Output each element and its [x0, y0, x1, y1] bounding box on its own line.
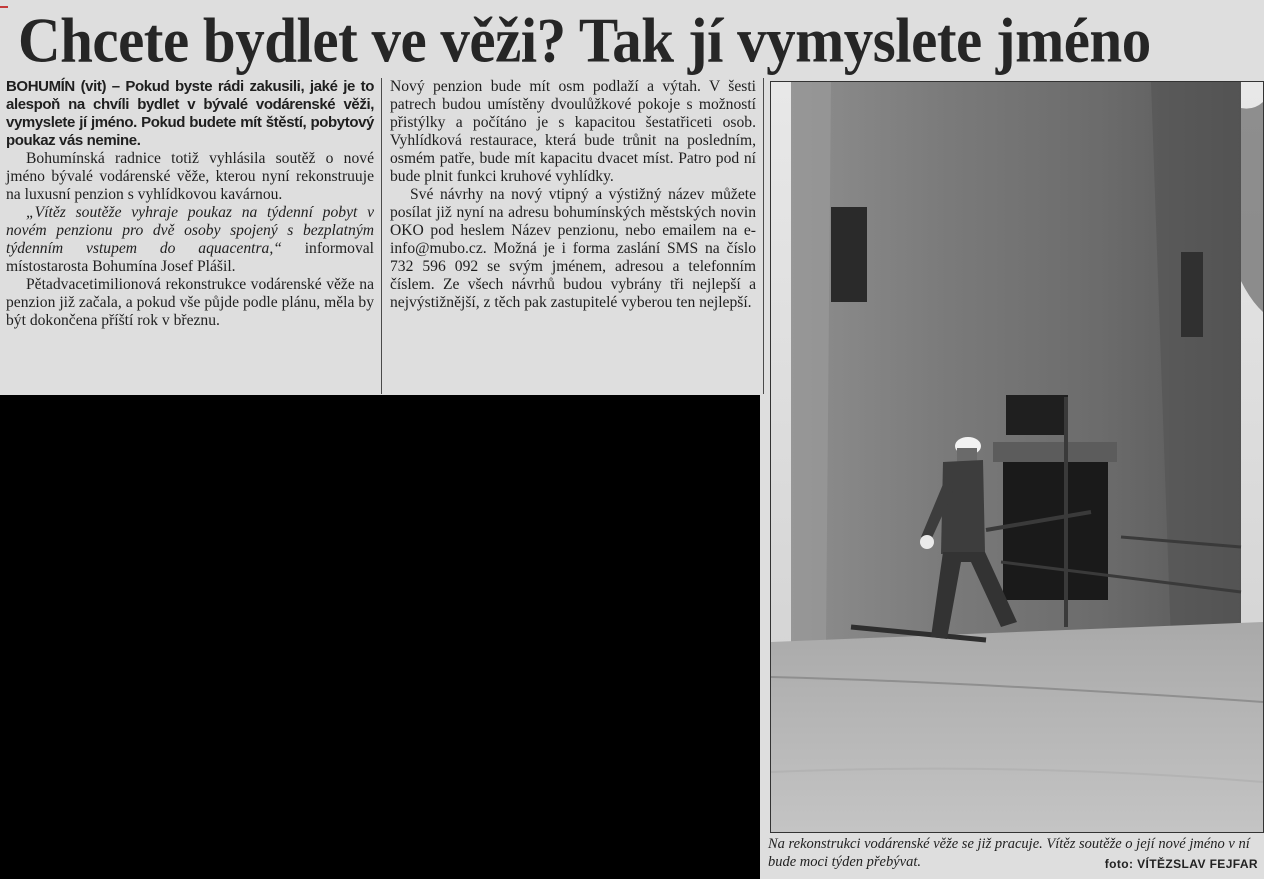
lead-paragraph — [6, 78, 374, 150]
paragraph: Pětadvacetimilionová rekonstrukce vodárenské věže na penzion již začala, a pokud vše půjde podle plánu, měla by být dokončena příští rok v březnu. — [6, 276, 374, 329]
lead-text: BOHUMÍN (vit) – Pokud byste rádi zakusili, jaké je to alespoň na chvíli bydlet v bývalé vodárenské věži, vymyslete jí jméno. Pokud budete mít štěstí, pobytový poukaz vás nemine. — [6, 78, 374, 149]
photo-caption: Na rekonstrukci vodárenské věže se již pracuje. Vítěz soutěže o její nové jméno v ní bude moci týden přebývat. — [768, 836, 1250, 870]
column-divider — [381, 78, 382, 394]
quote-paragraph — [6, 204, 374, 276]
quote-text: „Vítěz soutěže vyhraje poukaz na týdenní pobyt v novém penzionu pro dvě osoby spojený s bezplatným týdenním vstupem do aquacentra,“ — [6, 204, 374, 257]
article-column-2 — [390, 78, 756, 312]
paragraph-continued: Nový penzion bude mít osm podlaží a výtah. V šesti patrech budou umístěny dvoulůžkové pokoje s možností přistýlky a počítáno je s kapacitou šestatřiceti osob. Vyhlídková restaurace, která bude trůnit na posledním, osmém patře, bude mít kapacitu dvacet míst. Patro pod ní bude plnit funkci kruhové vyhlídky. — [390, 78, 756, 185]
paragraph: Bohumínská radnice totiž vyhlásila soutěž o nové jméno bývalé vodárenské věže, kterou nyní rekonstruuje na luxusní penzion s vyhlídkovou kavárnou. — [6, 150, 374, 203]
tower-photo — [770, 81, 1264, 833]
paragraph: Své návrhy na nový vtipný a výstižný název můžete posílat již nyní na adresu bohumínských městských novin OKO pod heslem Název penzionu, nebo emailem na e-info@mubo.cz. Možná je i forma zaslání SMS na číslo 732 596 092 se svým jménem, adresou a telefonním číslem. Ze všech návrhů budou vybrány tři nejlepší a nejvýstižnější, z těch pak zastupitelé vyberou ten nejlepší. — [390, 186, 756, 311]
photo-credit: foto: VÍTĚZSLAV FEJFAR — [1104, 857, 1258, 871]
tower-photo-graphic — [771, 82, 1263, 832]
article-column-1 — [6, 78, 374, 330]
red-margin-mark — [0, 6, 8, 8]
headline: Chcete bydlet ve věži? Tak jí vymyslete jméno — [18, 4, 1151, 76]
quote-attribution: informoval místostarosta Bohumína Josef Plášil. — [6, 240, 374, 275]
column-divider — [763, 78, 764, 394]
redacted-area — [0, 395, 760, 879]
